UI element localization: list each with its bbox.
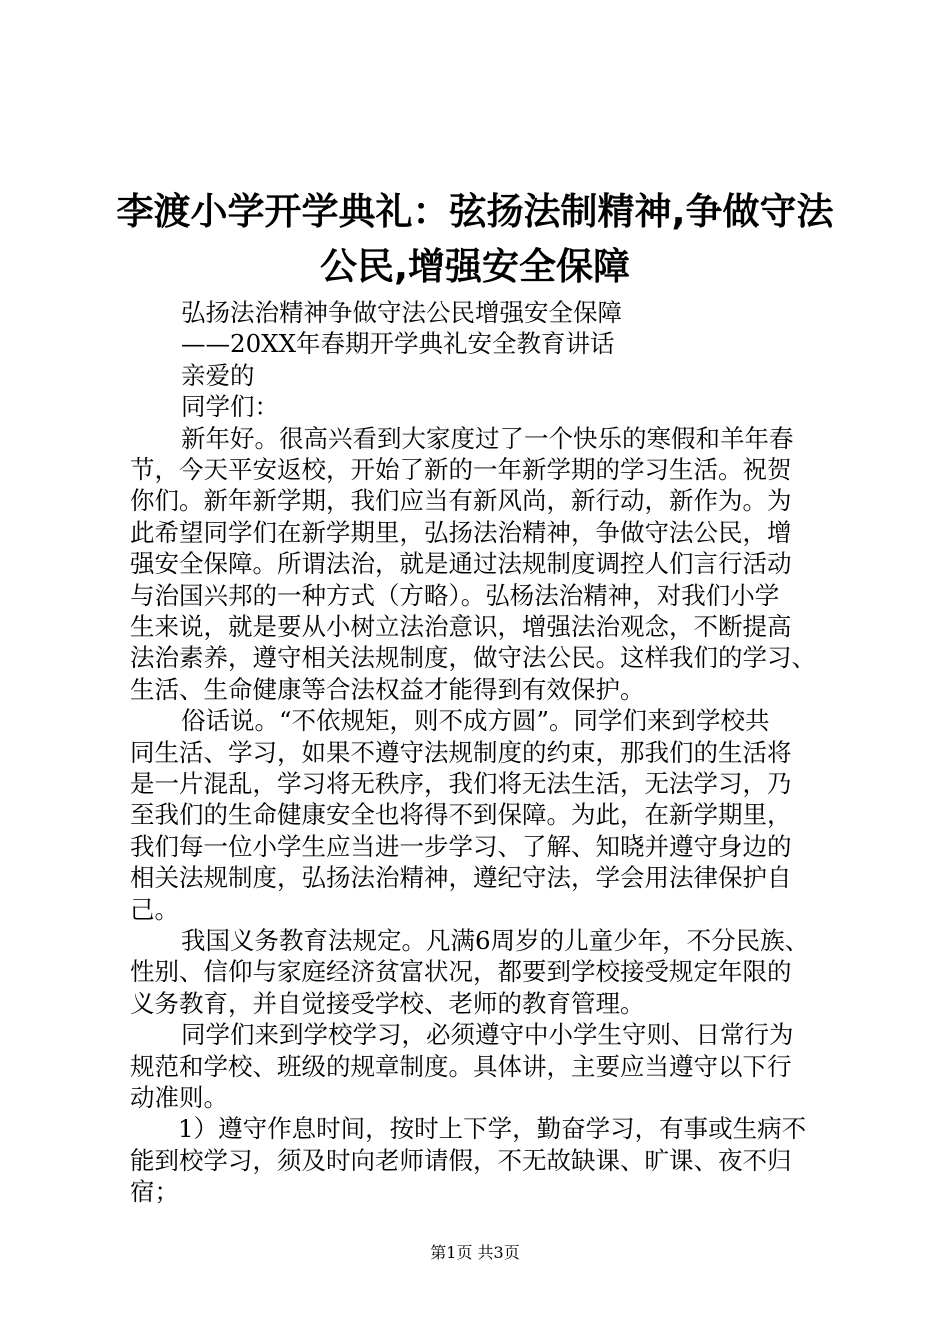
paragraph-2-line: 是一片混乱，学习将无秩序，我们将无法生活，无法学习，乃 bbox=[130, 769, 792, 798]
paragraph-2-line: 我们每一位小学生应当进一步学习、了解、知晓并遵守身边的 bbox=[130, 831, 792, 861]
greeting-line-1: 亲爱的 bbox=[181, 360, 255, 390]
paragraph-5-line: 能到校学习，须及时向老师请假，不无故缺课、旷课、夜不归 bbox=[130, 1145, 792, 1175]
subtitle-line-2: ——20XX年春期开学典礼安全教育讲话 bbox=[181, 329, 615, 359]
paragraph-2-line: 己。 bbox=[130, 894, 179, 924]
paragraph-1-line: 与治国兴邦的一种方式（方略）。弘杨法治精神，对我们小学 bbox=[130, 580, 780, 610]
paragraph-2-line: 至我们的生命健康安全也将得不到保障。为此，在新学期里， bbox=[130, 800, 792, 830]
paragraph-3-line: 性别、信仰与家庭经济贫富状况，都要到学校接受规定年限的 bbox=[130, 957, 792, 987]
paragraph-1-line: 生来说，就是要从小树立法治意识，增强法治观念，不断提高 bbox=[130, 612, 792, 641]
paragraph-5-line: 宿； bbox=[130, 1177, 179, 1207]
paragraph-4-line: 规范和学校、班级的规章制度。具体讲，主要应当遵守以下行 bbox=[130, 1051, 792, 1081]
paragraph-2-line: 同生活、学习，如果不遵守法规制度的约束，那我们的生活将 bbox=[130, 737, 792, 767]
paragraph-1-line: 节，今天平安返校，开始了新的一年新学期的学习生活。祝贺 bbox=[130, 455, 792, 484]
document-title-line-1: 李渡小学开学典礼：弦扬法制精神,争做守法 bbox=[116, 190, 834, 233]
document-title-line-2: 公民,增强安全保障 bbox=[319, 245, 631, 288]
page-footer: 第1页 共3页 bbox=[430, 1243, 520, 1262]
paragraph-1-line: 生活、生命健康等合法权益才能得到有效保护。 bbox=[130, 674, 645, 704]
paragraph-5-line: 1）遵守作息时间，按时上下学，勤奋学习，有事或生病不 bbox=[178, 1114, 807, 1144]
paragraph-1-line: 新年好。很高兴看到大家度过了一个快乐的寒假和羊年春 bbox=[181, 423, 794, 453]
paragraph-1-line: 强安全保障。所谓法治，就是通过法规制度调控人们言行活动 bbox=[130, 549, 792, 579]
paragraph-4-line: 同学们来到学校学习，必须遵守中小学生守则、日常行为 bbox=[181, 1020, 794, 1050]
paragraph-3-line: 我国义务教育法规定。凡满6周岁的儿童少年，不分民族、 bbox=[181, 926, 810, 955]
paragraph-1-line: 法治素养，遵守相关法规制度，做守法公民。这样我们的学习、 bbox=[130, 643, 816, 673]
paragraph-4-line: 动准则。 bbox=[130, 1083, 228, 1112]
paragraph-2-line: 俗话说。“不依规矩，则不成方圆”。同学们来到学校共 bbox=[181, 706, 770, 736]
paragraph-1-line: 此希望同学们在新学期里，弘扬法治精神，争做守法公民，增 bbox=[130, 517, 792, 547]
paragraph-2-line: 相关法规制度，弘扬法治精神，遵纪守法，学会用法律保护自 bbox=[130, 863, 792, 893]
paragraph-3-line: 义务教育，并自觉接受学校、老师的教育管理。 bbox=[130, 988, 645, 1018]
greeting-line-2: 同学们： bbox=[181, 392, 279, 422]
paragraph-1-line: 你们。新年新学期，我们应当有新风尚，新行动，新作为。为 bbox=[130, 486, 792, 516]
subtitle-line-1: 弘扬法治精神争做守法公民增强安全保障 bbox=[181, 298, 622, 327]
